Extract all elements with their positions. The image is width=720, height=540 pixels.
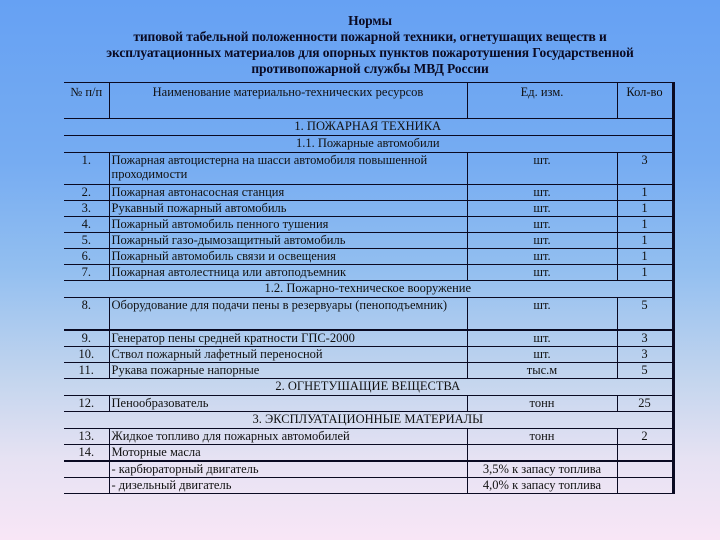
section-row [64, 136, 673, 153]
cell-qty: 3 [617, 153, 673, 185]
cell-name: Жидкое топливо для пожарных автомобилей [109, 429, 467, 445]
section-row [64, 379, 673, 396]
cell-num: 1. [64, 153, 109, 185]
cell-qty: 2 [617, 429, 673, 445]
cell-unit: 4,0% к запасу топлива [467, 478, 617, 494]
cell-unit: 3,5% к запасу топлива [467, 461, 617, 478]
cell-name: Пожарная автонасосная станция [109, 185, 467, 201]
cell-qty [617, 445, 673, 462]
table-header-row [64, 83, 673, 119]
table-row [64, 429, 673, 445]
cell-unit: тыс.м [467, 363, 617, 379]
cell-qty: 5 [617, 298, 673, 331]
cell-unit: шт. [467, 185, 617, 201]
section-heading: 1. ПОЖАРНАЯ ТЕХНИКА [64, 119, 673, 136]
cell-num: 13. [64, 429, 109, 445]
cell-name: Пожарный автомобиль пенного тушения [109, 217, 467, 233]
cell-num: 3. [64, 201, 109, 217]
section-row [64, 412, 673, 429]
table-row [64, 478, 673, 494]
table-row [64, 201, 673, 217]
cell-unit: шт. [467, 153, 617, 185]
cell-qty: 1 [617, 249, 673, 265]
cell-qty [617, 461, 673, 478]
cell-num: 4. [64, 217, 109, 233]
cell-qty: 3 [617, 330, 673, 347]
cell-name: Пенообразователь [109, 396, 467, 412]
cell-qty: 1 [617, 265, 673, 281]
cell-num: 14. [64, 445, 109, 462]
table-row [64, 347, 673, 363]
cell-name: Пожарный газо-дымозащитный автомобиль [109, 233, 467, 249]
cell-qty: 1 [617, 233, 673, 249]
norms-table [64, 82, 675, 494]
cell-qty: 1 [617, 185, 673, 201]
header-qty: Кол-во [617, 83, 673, 119]
cell-unit: шт. [467, 298, 617, 331]
section-row [64, 119, 673, 136]
cell-num [64, 461, 109, 478]
table-row [64, 233, 673, 249]
header-name: Наименование материально-технических ресурсов [109, 83, 467, 119]
cell-unit: тонн [467, 396, 617, 412]
cell-unit: шт. [467, 330, 617, 347]
cell-name: Пожарная автоцистерна на шасси автомобиля повышенной проходимости [109, 153, 467, 185]
cell-qty: 1 [617, 217, 673, 233]
cell-name: Моторные масла [109, 445, 467, 462]
cell-num: 9. [64, 330, 109, 347]
cell-unit: шт. [467, 201, 617, 217]
cell-name: Рукавный пожарный автомобиль [109, 201, 467, 217]
title-line-4: противопожарной службы МВД России [251, 61, 489, 76]
cell-qty: 1 [617, 201, 673, 217]
title-line-1: Нормы [348, 13, 392, 28]
header-unit: Ед. изм. [467, 83, 617, 119]
section-heading: 2. ОГНЕТУШАЩИЕ ВЕЩЕСТВА [64, 379, 673, 396]
table-row [64, 153, 673, 185]
table-row [64, 396, 673, 412]
section-row [64, 281, 673, 298]
section-heading: 3. ЭКСПЛУАТАЦИОННЫЕ МАТЕРИАЛЫ [64, 412, 673, 429]
header-num: № п/п [64, 83, 109, 119]
cell-name: Генератор пены средней кратности ГПС-2000 [109, 330, 467, 347]
table-row [64, 445, 673, 462]
cell-name: Ствол пожарный лафетный переносной [109, 347, 467, 363]
cell-num: 8. [64, 298, 109, 331]
cell-qty [617, 478, 673, 494]
title-line-2: типовой табельной положенности пожарной техники, огнетушащих веществ и [133, 29, 607, 44]
table-row [64, 185, 673, 201]
table-row [64, 330, 673, 347]
cell-name: Пожарная автолестница или автоподъемник [109, 265, 467, 281]
subsection-heading: 1.1. Пожарные автомобили [64, 136, 673, 153]
table-row [64, 217, 673, 233]
cell-name: Пожарный автомобиль связи и освещения [109, 249, 467, 265]
cell-qty: 3 [617, 347, 673, 363]
cell-name: Рукава пожарные напорные [109, 363, 467, 379]
cell-num: 6. [64, 249, 109, 265]
document-title [60, 13, 680, 77]
cell-qty: 25 [617, 396, 673, 412]
table-row [64, 461, 673, 478]
table-row [64, 363, 673, 379]
cell-num: 5. [64, 233, 109, 249]
cell-name: Оборудование для подачи пены в резервуары (пеноподъемник) [109, 298, 467, 331]
cell-unit: шт. [467, 233, 617, 249]
cell-num: 12. [64, 396, 109, 412]
cell-unit [467, 445, 617, 462]
cell-qty: 5 [617, 363, 673, 379]
cell-num: 10. [64, 347, 109, 363]
table-row [64, 265, 673, 281]
cell-unit: шт. [467, 249, 617, 265]
cell-num: 7. [64, 265, 109, 281]
cell-num: 2. [64, 185, 109, 201]
cell-unit: тонн [467, 429, 617, 445]
subsection-heading: 1.2. Пожарно-техническое вооружение [64, 281, 673, 298]
cell-unit: шт. [467, 217, 617, 233]
table-row [64, 249, 673, 265]
cell-name: - дизельный двигатель [109, 478, 467, 494]
cell-name: - карбюраторный двигатель [109, 461, 467, 478]
cell-unit: шт. [467, 347, 617, 363]
table-row [64, 298, 673, 331]
cell-num: 11. [64, 363, 109, 379]
cell-unit: шт. [467, 265, 617, 281]
title-line-3: эксплуатационных материалов для опорных пунктов пожаротушения Государственной [106, 45, 634, 60]
cell-num [64, 478, 109, 494]
